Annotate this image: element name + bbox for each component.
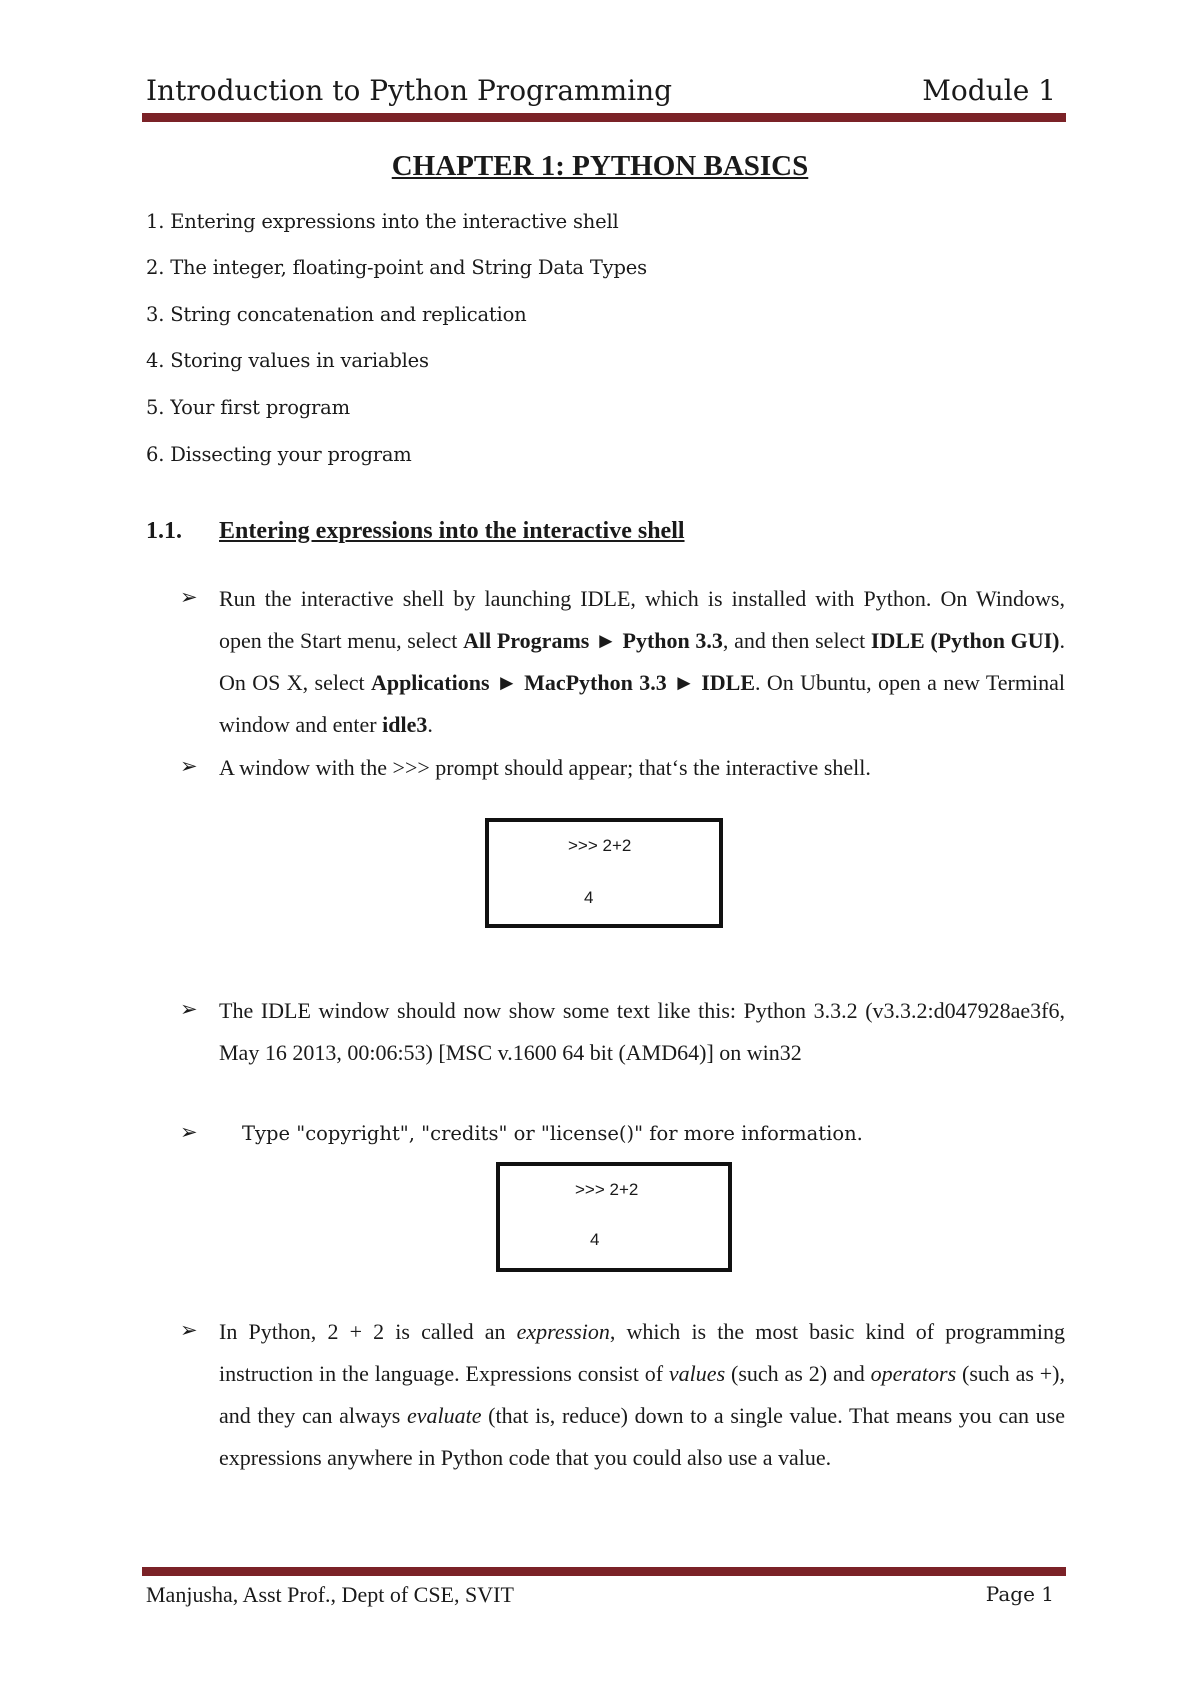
shell-example-box bbox=[485, 818, 723, 928]
bullet-expression: In Python, 2 + 2 is called an expression, which is the most basic kind of programming instruction in the language. Expressions consist of values (such as 2) and operators (such as +), and they can always evaluate (that is, reduce) down to a single value. That means you can use expressions anywhere in Python code that you could also use a value. bbox=[219, 1319, 1066, 1470]
shell-result: 4 bbox=[584, 888, 594, 907]
contents-item: 2. The integer, floating-point and String Data Types bbox=[146, 256, 647, 279]
shell-result: 4 bbox=[590, 1230, 600, 1249]
shell-prompt: >>> 2+2 bbox=[568, 836, 632, 855]
shell-example-box bbox=[496, 1162, 732, 1272]
footer-author: Manjusha, Asst Prof., Dept of CSE, SVIT bbox=[146, 1582, 514, 1607]
bullet-arrow-icon: ➢ bbox=[180, 997, 198, 1021]
contents-item: 5. Your first program bbox=[146, 396, 350, 419]
contents-item: 3. String concatenation and replication bbox=[146, 303, 527, 326]
chapter-title: CHAPTER 1: PYTHON BASICS bbox=[391, 150, 809, 182]
bullet-prompt-window: A window with the >>> prompt should appear; that‘s the interactive shell. bbox=[219, 755, 871, 780]
header-rule bbox=[142, 113, 1066, 122]
footer-page-number: Page 1 bbox=[985, 1582, 1054, 1606]
contents-item: 1. Entering expressions into the interactive shell bbox=[146, 210, 619, 233]
header-title: Introduction to Python Programming bbox=[146, 74, 673, 107]
bullet-arrow-icon: ➢ bbox=[180, 585, 198, 609]
bullet-arrow-icon: ➢ bbox=[180, 1120, 198, 1144]
footer-rule bbox=[142, 1567, 1066, 1576]
bullet-arrow-icon: ➢ bbox=[180, 754, 198, 778]
bullet-launch-idle: Run the interactive shell by launching IDLE, which is installed with Python. On Windows, open the Start menu, select All Programs ► Python 3.3, and then select IDLE (Python GUI). On OS X, select Applications ► MacPython 3.3 ► IDLE. On Ubuntu, open a new Terminal window and enter idle3. bbox=[219, 586, 1066, 737]
shell-prompt: >>> 2+2 bbox=[575, 1180, 639, 1199]
contents-item: 6. Dissecting your program bbox=[146, 443, 412, 466]
bullet-copyright: Type "copyright", "credits" or "license()" for more information. bbox=[242, 1122, 863, 1145]
bullet-idle-text: The IDLE window should now show some text like this: Python 3.3.2 (v3.3.2:d047928ae3f6, May 16 2013, 00:06:53) [MSC v.1600 64 bit (AMD64)] on win32 bbox=[219, 998, 1065, 1065]
header-module: Module 1 bbox=[922, 74, 1056, 107]
section-number: 1.1. bbox=[146, 518, 182, 544]
bullet-arrow-icon: ➢ bbox=[180, 1318, 198, 1342]
contents-item: 4. Storing values in variables bbox=[146, 349, 429, 372]
section-title: Entering expressions into the interactive shell bbox=[219, 518, 685, 544]
